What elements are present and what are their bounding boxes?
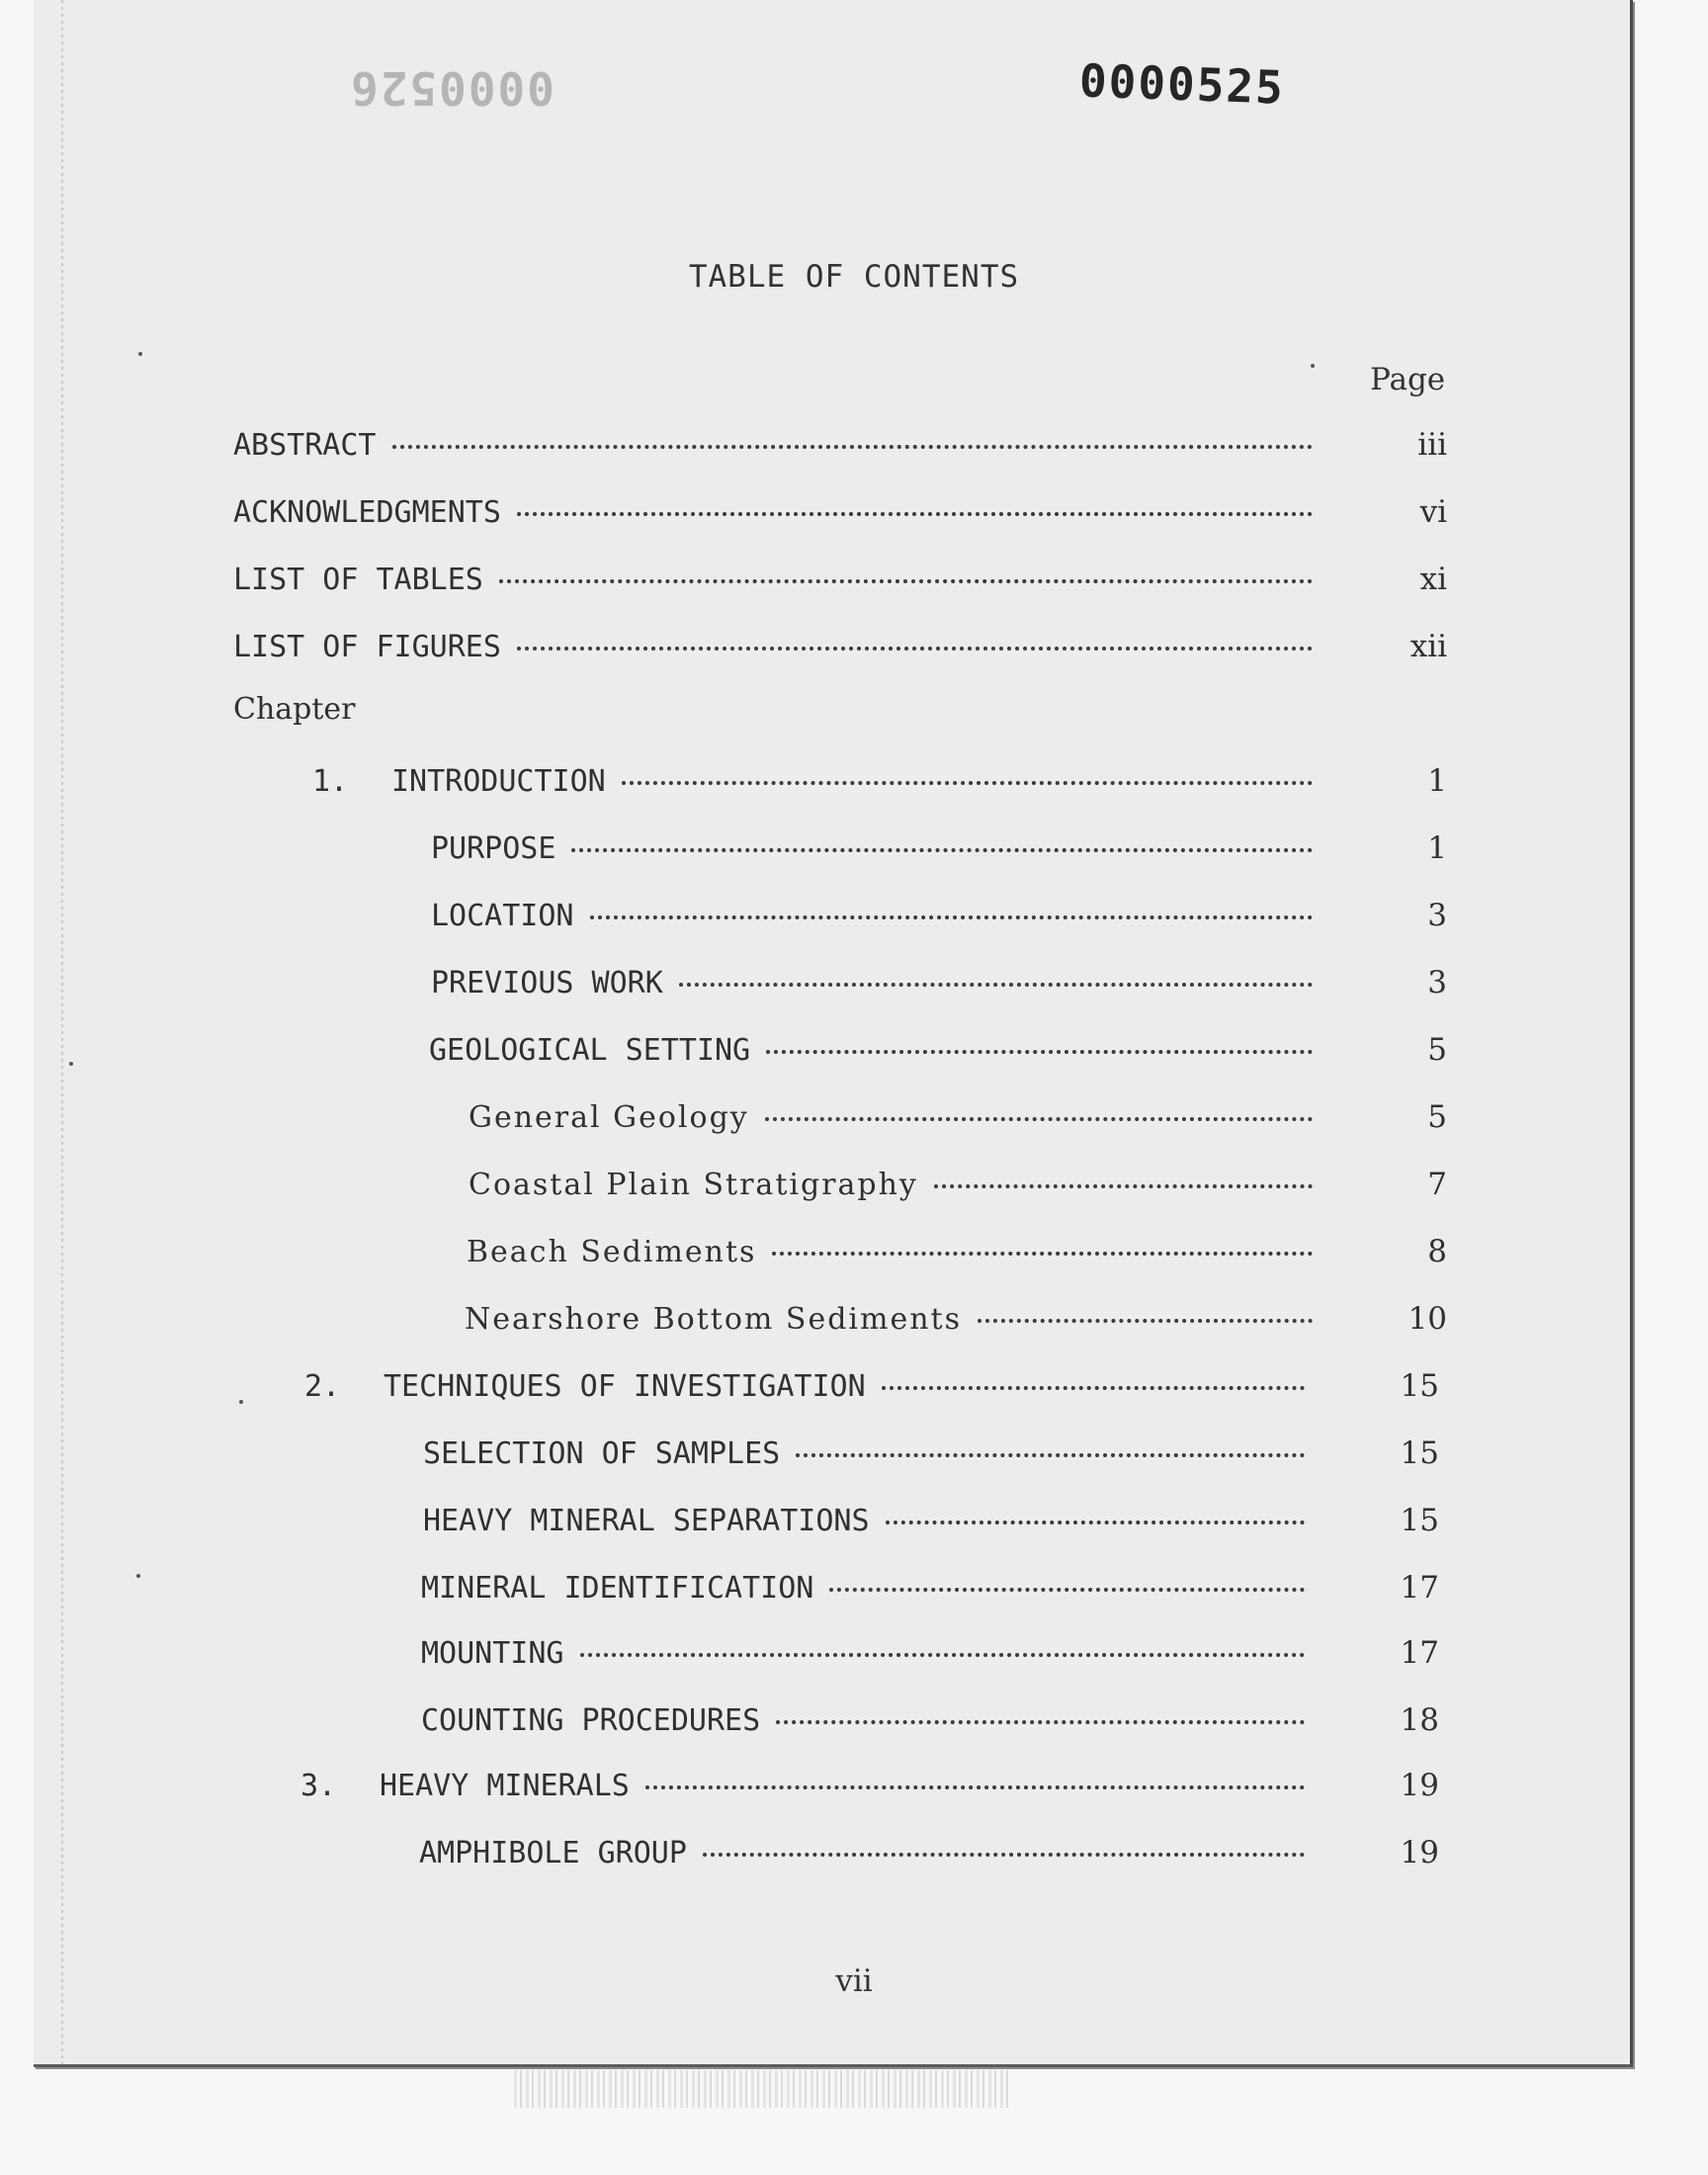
- page-title: TABLE OF CONTENTS: [688, 259, 1020, 295]
- toc-entry-label: AMPHIBOLE GROUP: [419, 1836, 687, 1870]
- toc-entry-label: MINERAL IDENTIFICATION: [421, 1571, 814, 1606]
- dot-leader: [765, 1117, 1313, 1121]
- toc-entry-page: iii: [1417, 427, 1447, 463]
- toc-entry-page: vi: [1419, 494, 1447, 530]
- toc-section: [421, 1566, 1439, 1610]
- toc-entry-page: 5: [1427, 1032, 1447, 1068]
- toc-entry-label: MOUNTING: [421, 1636, 564, 1671]
- scan-speck: [136, 1574, 140, 1578]
- toc-entry-label: HEAVY MINERAL SEPARATIONS: [423, 1504, 870, 1538]
- chapter-number: 3.: [300, 1769, 337, 1803]
- scan-speck: [138, 352, 142, 356]
- dot-leader: [590, 915, 1314, 919]
- toc-section: [421, 1631, 1439, 1675]
- dot-leader: [622, 781, 1313, 785]
- toc-entry-page: 17: [1400, 1570, 1439, 1606]
- toc-entry-page: 7: [1427, 1167, 1447, 1202]
- dot-leader: [645, 1785, 1305, 1789]
- toc-section: [423, 1499, 1439, 1542]
- dot-leader: [517, 512, 1313, 516]
- toc-section: [429, 1028, 1447, 1072]
- toc-section: [431, 826, 1447, 870]
- toc-section: [431, 894, 1447, 937]
- dot-leader: [882, 1386, 1305, 1390]
- toc-entry-page: 18: [1400, 1702, 1439, 1738]
- bleed-through-stamp-number: 0000526: [349, 61, 555, 115]
- toc-entry-label: LIST OF TABLES: [233, 563, 483, 597]
- scan-speck: [1311, 364, 1315, 368]
- toc-entry-page: 10: [1408, 1301, 1447, 1337]
- toc-entry-label: PREVIOUS WORK: [431, 966, 663, 1000]
- toc-subsection: [465, 1297, 1447, 1341]
- dot-leader: [796, 1453, 1305, 1457]
- chapter-heading: Chapter: [233, 692, 356, 727]
- toc-entry-page: 17: [1400, 1635, 1439, 1671]
- toc-chapter-1: [312, 759, 1447, 803]
- toc-entry-page: 8: [1427, 1234, 1447, 1269]
- dot-leader: [886, 1521, 1305, 1524]
- toc-entry-page: 15: [1400, 1503, 1439, 1538]
- toc-section: [421, 1698, 1439, 1742]
- toc-entry-page: 19: [1400, 1768, 1439, 1803]
- toc-entry-page: xi: [1419, 562, 1447, 597]
- toc-chapter-3: [300, 1764, 1439, 1807]
- dot-leader: [580, 1653, 1306, 1657]
- toc-entry-label: INTRODUCTION: [391, 764, 606, 799]
- toc-entry-label: GEOLOGICAL SETTING: [429, 1033, 751, 1068]
- dot-leader: [978, 1319, 1313, 1323]
- scan-speck: [69, 1062, 73, 1066]
- toc-entry-label: Coastal Plain Stratigraphy: [469, 1168, 918, 1202]
- dot-leader: [571, 848, 1313, 852]
- toc-entry-label: LOCATION: [431, 899, 574, 933]
- page-column-header: Page: [1370, 362, 1446, 397]
- dot-leader: [499, 579, 1313, 583]
- toc-entry-page: 1: [1427, 830, 1447, 866]
- toc-entry-label: ACKNOWLEDGMENTS: [233, 495, 501, 530]
- dot-leader: [829, 1588, 1305, 1592]
- scan-speck: [239, 1400, 243, 1404]
- toc-subsection: [469, 1163, 1447, 1206]
- toc-entry-label: Nearshore Bottom Sediments: [465, 1302, 962, 1337]
- toc-entry-label: COUNTING PROCEDURES: [421, 1703, 761, 1738]
- dot-leader: [703, 1853, 1305, 1857]
- toc-entry-page: 15: [1400, 1436, 1439, 1471]
- dot-leader: [934, 1184, 1313, 1188]
- toc-entry-label: TECHNIQUES OF INVESTIGATION: [384, 1369, 866, 1404]
- scanner-artifact: [514, 2070, 1008, 2108]
- toc-entry-label: LIST OF FIGURES: [233, 630, 501, 664]
- dot-leader: [766, 1050, 1313, 1054]
- dot-leader: [679, 983, 1313, 987]
- toc-subsection: [469, 1095, 1447, 1139]
- toc-entry-list-of-tables: [233, 558, 1447, 601]
- dot-leader: [776, 1720, 1305, 1724]
- toc-entry-page: xii: [1409, 629, 1447, 664]
- toc-entry-label: ABSTRACT: [233, 428, 377, 463]
- toc-section: [431, 961, 1447, 1004]
- toc-entry-abstract: [233, 423, 1447, 467]
- dot-leader: [517, 647, 1313, 651]
- toc-entry-label: General Geology: [469, 1100, 749, 1135]
- toc-entry-page: 15: [1400, 1368, 1439, 1404]
- toc-entry-page: 5: [1427, 1099, 1447, 1135]
- chapter-number: 1.: [312, 764, 349, 799]
- toc-entry-label: Beach Sediments: [467, 1235, 757, 1269]
- dot-leader: [772, 1252, 1313, 1256]
- footer-page-number: vii: [835, 1963, 873, 1999]
- chapter-number: 2.: [304, 1369, 341, 1404]
- toc-entry-page: 3: [1427, 965, 1447, 1000]
- toc-entry-page: 1: [1427, 763, 1447, 799]
- toc-entry-list-of-figures: [233, 625, 1447, 668]
- toc-entry-label: HEAVY MINERALS: [380, 1769, 630, 1803]
- document-stamp-number: 0000525: [1078, 53, 1286, 115]
- toc-entry-page: 3: [1427, 898, 1447, 933]
- toc-entry-acknowledgments: [233, 490, 1447, 534]
- toc-entry-label: SELECTION OF SAMPLES: [423, 1436, 781, 1471]
- toc-entry-page: 19: [1400, 1835, 1439, 1870]
- toc-entry-label: PURPOSE: [431, 831, 556, 866]
- toc-section: [423, 1432, 1439, 1475]
- dot-leader: [392, 445, 1314, 449]
- toc-section: [419, 1831, 1439, 1874]
- toc-subsection: [467, 1230, 1447, 1273]
- toc-chapter-2: [304, 1364, 1439, 1408]
